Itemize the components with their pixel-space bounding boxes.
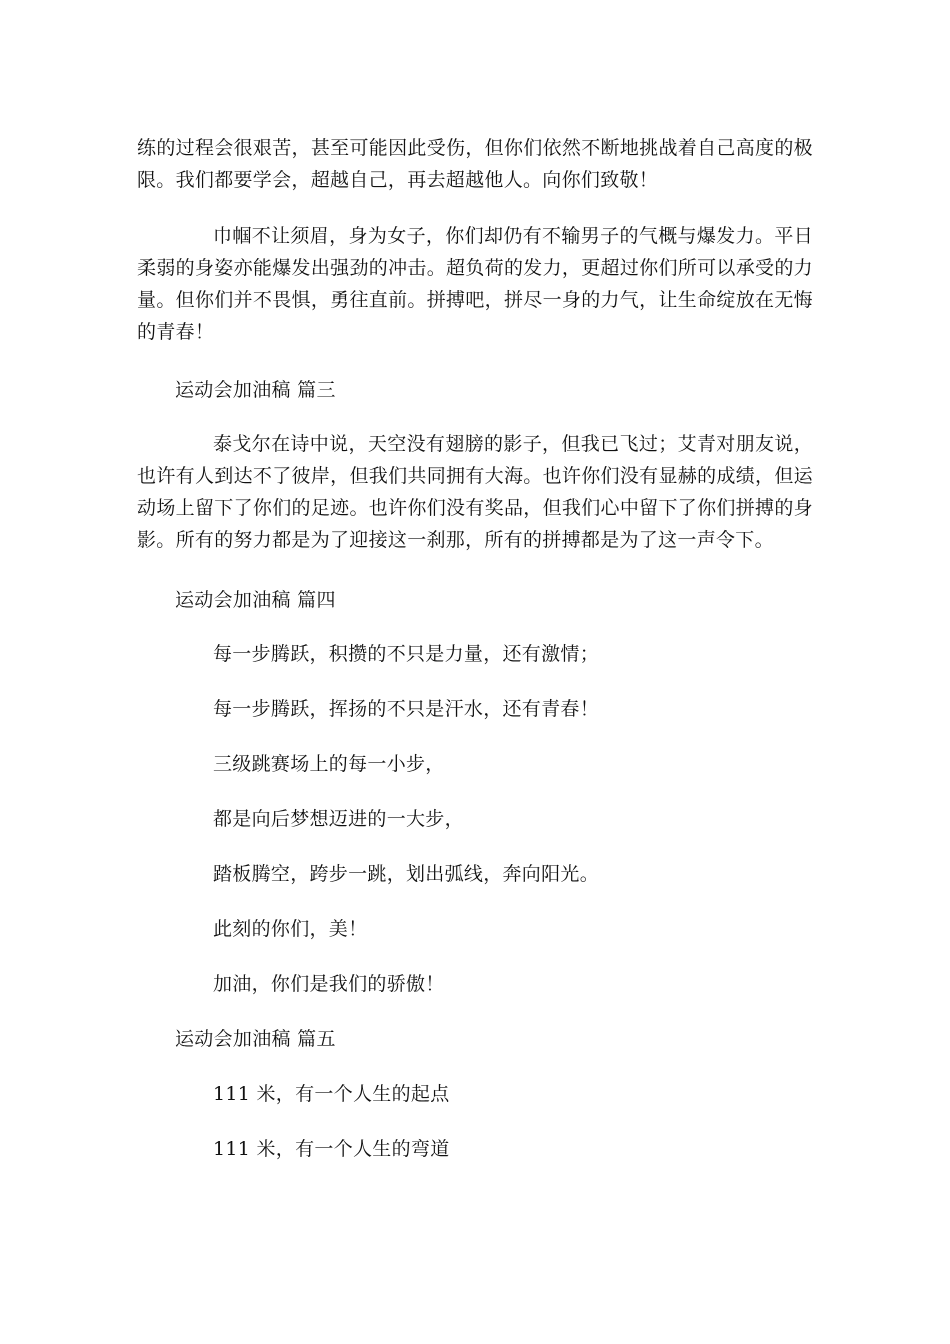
poem-line: 三级跳赛场上的每一小步， (213, 753, 445, 775)
poem-line: 每一步腾跃，挥扬的不只是汗水，还有青春！ (213, 698, 600, 720)
poem-line: 都是向后梦想迈进的一大步， (213, 808, 464, 830)
poem-line: 每一步腾跃，积攒的不只是力量，还有激情； (213, 643, 600, 665)
section-heading-4: 运动会加油稿 篇四 (175, 589, 336, 611)
paragraph-women-athletes: 巾帼不让须眉，身为女子，你们却仍有不输男子的气概与爆发力。平日柔弱的身姿亦能爆发出强劲的冲击。超负荷的发力，更超过你们所可以承受的力量。但你们并不畏惧，勇往直前。拼搏吧，拼尽一身的力气，让生命绽放在无悔的青春！ (137, 225, 813, 343)
paragraph-continued: 练的过程会很艰苦，甚至可能因此受伤，但你们依然不断地挑战着自己高度的极限。我们都要学会，超越自己，再去超越他人。向你们致敬！ (137, 137, 813, 191)
paragraph-tagore: 泰戈尔在诗中说，天空没有翅膀的影子，但我已飞过；艾青对朋友说，也许有人到达不了彼岸，但我们共同拥有大海。也许你们没有显赫的成绩，但运动场上留下了你们的足迹。也许你们没有奖品，但我们心中留下了你们拼搏的身影。所有的努力都是为了迎接这一刹那，所有的拼搏都是为了这一声令下。 (137, 433, 813, 551)
poem-line: 加油，你们是我们的骄傲！ (213, 973, 445, 995)
poem-line: 踏板腾空，跨步一跳，划出弧线，奔向阳光。 (213, 863, 600, 885)
poem-line: 此刻的你们，美！ (213, 918, 368, 940)
poem-line: 111 米，有一个人生的弯道 (213, 1138, 450, 1160)
section-heading-3: 运动会加油稿 篇三 (175, 379, 336, 401)
section-heading-5: 运动会加油稿 篇五 (175, 1028, 336, 1050)
poem-line: 111 米，有一个人生的起点 (213, 1083, 450, 1105)
